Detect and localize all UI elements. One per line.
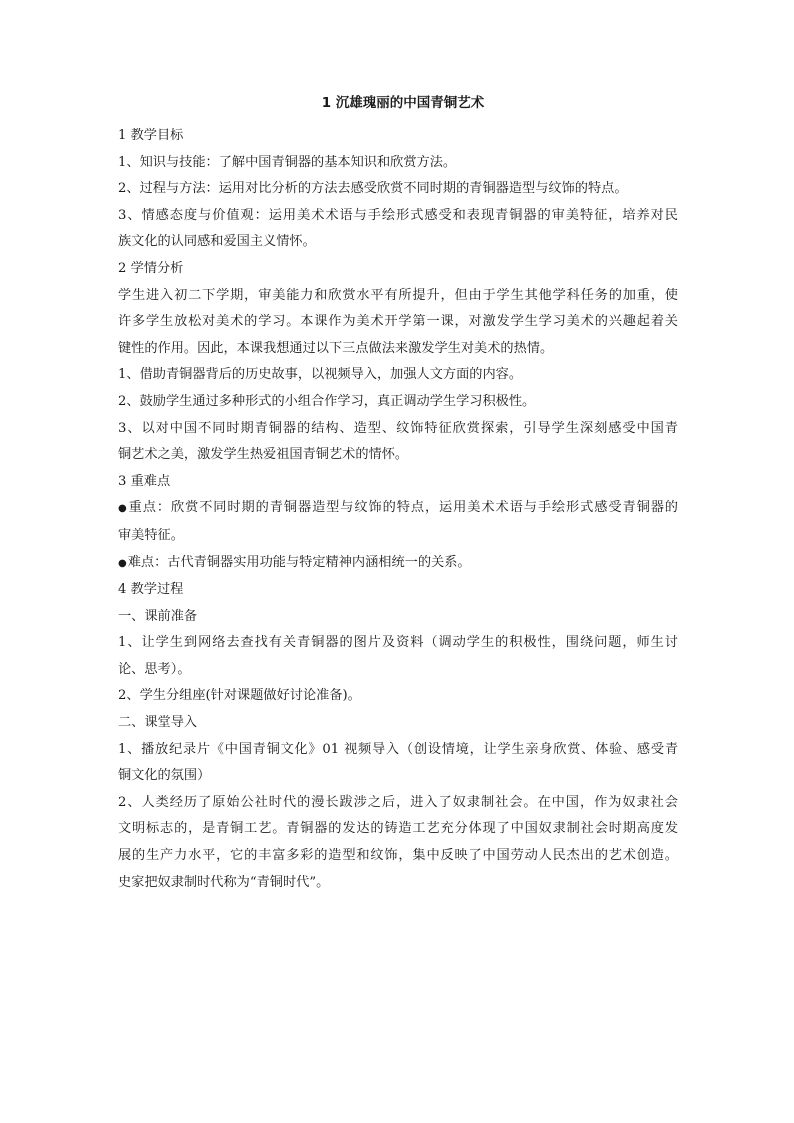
line-text: 2、学生分组座(针对课题做好讨论准备)。 [118, 688, 361, 704]
text-line [118, 442, 678, 469]
text-line [118, 389, 678, 416]
text-line [118, 630, 678, 657]
text-line [118, 176, 678, 203]
line-text: 1、让学生到网络去查找有关青铜器的图片及资料（调动学生的积极性，围绕问题，师生讨 [118, 635, 678, 651]
line-text: 论、思考）。 [118, 661, 191, 677]
line-text: 2、人类经历了原始公社时代的漫长跋涉之后，进入了奴隶制社会。在中国，作为奴隶社会 [118, 794, 678, 810]
text-line [118, 523, 678, 550]
line-text: 4 教学过程 [118, 582, 184, 598]
line-text: 重点：欣赏不同时期的青铜器造型与纹饰的特点，运用美术术语与手绘形式感受青铜器的 [128, 500, 678, 516]
line-text: 一、课前准备 [118, 608, 198, 624]
text-line [118, 710, 678, 737]
line-text: 铜文化的氛围） [118, 768, 211, 784]
bullet-icon: ● [118, 557, 127, 569]
text-line [118, 256, 678, 283]
text-line [118, 309, 678, 336]
text-line [118, 336, 678, 363]
text-line [118, 683, 678, 710]
text-line [118, 283, 678, 310]
line-text: 2、过程与方法：运用对比分析的方法去感受欣赏不同时期的青铜器造型与纹饰的特点。 [118, 181, 628, 197]
line-text: 铜艺术之美，激发学生热爱祖国青铜艺术的情怀。 [118, 447, 409, 463]
line-text: 学生进入初二下学期，审美能力和欣赏水平有所提升，但由于学生其他学科任务的加重，使 [118, 287, 678, 303]
line-text: 许多学生放松对美术的学习。本课作为美术开学第一课，对激发学生学习美术的兴趣起着关 [118, 314, 678, 330]
line-text: 2、鼓励学生通过多种形式的小组合作学习，真正调动学生学习积极性。 [118, 393, 536, 409]
line-text: 1、借助青铜器背后的历史故事，以视频导入，加强人文方面的内容。 [118, 367, 523, 383]
line-text: 难点：古代青铜器实用功能与特定精神内涵相统一的关系。 [127, 554, 471, 570]
text-line [118, 203, 678, 230]
line-text: 键性的作用。因此，本课我想通过以下三点做法来激发学生对美术的热情。 [118, 340, 554, 356]
text-line [118, 763, 678, 790]
line-text: 展的生产力水平，它的丰富多彩的造型和纹饰，集中反映了中国劳动人民杰出的艺术创造。 [118, 848, 678, 864]
text-line [118, 362, 678, 389]
document-page [118, 96, 678, 896]
text-line [118, 416, 678, 443]
line-text: 1 教学目标 [118, 128, 184, 143]
text-line [118, 816, 678, 843]
line-text: 3、以对中国不同时期青铜器的结构、造型、纹饰特征欣赏探索，引导学生深刻感受中国青 [118, 420, 678, 436]
text-line [118, 577, 678, 604]
line-text: 3、情感态度与价值观：运用美术术语与手绘形式感受和表现青铜器的审美特征，培养对民 [118, 207, 678, 223]
document-title: 1 沉雄瑰丽的中国青铜艺术 [321, 95, 485, 111]
document-body [118, 123, 678, 896]
bullet-line [118, 495, 678, 523]
line-text: 二、课堂导入 [118, 715, 198, 731]
text-line [118, 737, 678, 764]
text-line [118, 604, 678, 631]
text-line [118, 123, 678, 150]
line-text: 1、知识与技能：了解中国青铜器的基本知识和欣赏方法。 [118, 154, 457, 170]
bullet-line [118, 550, 678, 578]
text-line [118, 229, 678, 256]
line-text: 1、播放纪录片《中国青铜文化》01 视频导入（创设情境，让学生亲身欣赏、体验、感受青 [118, 741, 678, 757]
line-text: 文明标志的，是青铜工艺。青铜器的发达的铸造工艺充分体现了中国奴隶制社会时期高度发 [118, 821, 678, 837]
line-text: 史家把奴隶制时代称为“青铜时代”。 [118, 874, 330, 890]
line-text: 审美特征。 [118, 527, 184, 543]
bullet-icon: ● [118, 503, 128, 515]
line-text: 3 重难点 [118, 473, 171, 489]
text-line [118, 870, 678, 897]
line-text: 族文化的认同感和爱国主义情怀。 [118, 234, 316, 250]
line-text: 2 学情分析 [118, 260, 184, 276]
text-line [118, 150, 678, 177]
text-line [118, 469, 678, 496]
text-line [118, 843, 678, 870]
text-line [118, 790, 678, 817]
text-line [118, 657, 678, 684]
